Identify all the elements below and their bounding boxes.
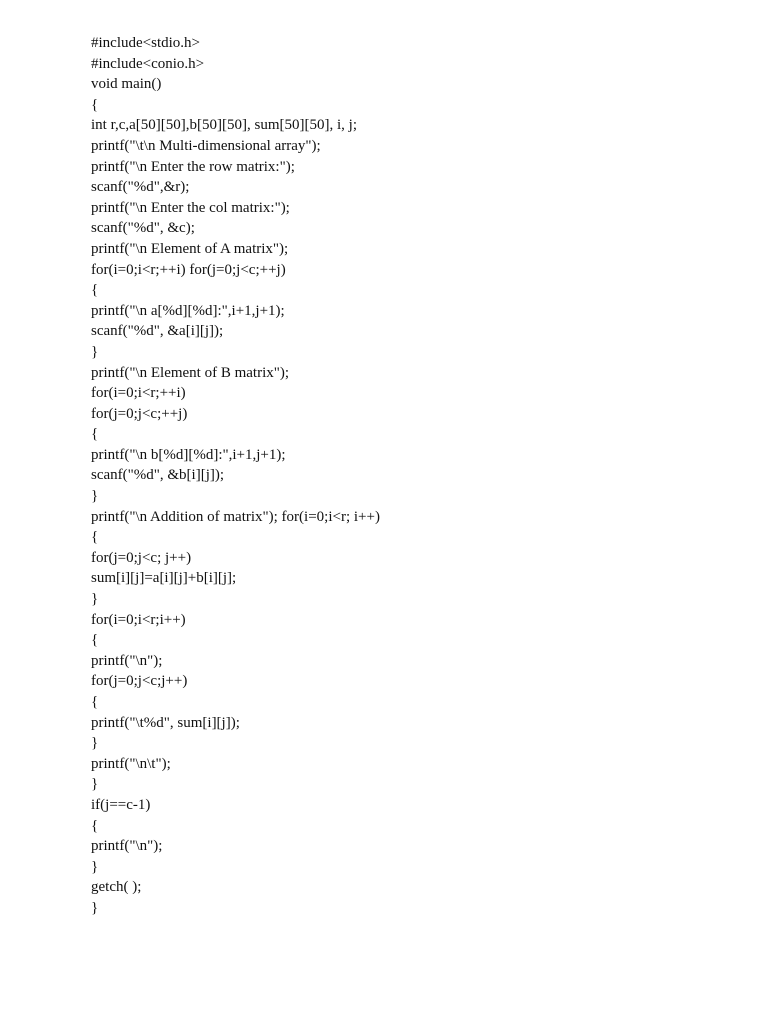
code-line: printf("\n"); [91,652,163,669]
code-line: scanf("%d", &c); [91,220,195,237]
code-line: for(i=0;i<r;++i) [91,385,186,402]
code-listing [91,33,380,919]
code-line: int r,c,a[50][50],b[50][50], sum[50][50], i, j; [91,117,357,134]
code-line: scanf("%d", &b[i][j]); [91,467,225,484]
code-line: printf("\n Element of A matrix"); [91,240,289,257]
code-line: for(j=0;j<c; j++) [91,549,192,566]
code-line: printf("\t\n Multi-dimensional array"); [91,137,321,154]
code-line: getch( ); [91,879,142,896]
code-line: { [91,694,99,710]
code-line: } [91,343,99,360]
code-line: for(j=0;j<c;j++) [91,673,188,690]
code-line: } [91,899,99,916]
code-line: } [91,488,99,505]
code-line: { [91,529,99,546]
code-line: printf("\t%d", sum[i][j]); [91,714,240,731]
code-line: { [91,632,99,649]
code-line: } [91,858,99,875]
code-line: { [91,282,99,299]
code-line: } [91,735,99,752]
code-line: } [91,591,99,608]
code-line: printf("\n Enter the col matrix:"); [91,199,290,216]
code-line: sum[i][j]=a[i][j]+b[i][j]; [91,570,237,587]
code-line: #include<stdio.h> [91,35,200,51]
code-line: for(i=0;i<r;++i) for(j=0;j<c;++j) [91,261,286,278]
code-line: { [91,817,99,834]
code-line: printf("\n Element of B matrix"); [91,364,290,381]
code-line: #include<conio.h> [91,55,205,72]
code-line: for(j=0;j<c;++j) [91,405,188,422]
code-line: { [91,426,99,443]
code-line: printf("\n"); [91,838,163,855]
code-line: printf("\n b[%d][%d]:",i+1,j+1); [91,446,286,463]
code-line: for(i=0;i<r;i++) [91,611,186,628]
code-line: { [91,96,99,113]
code-line: } [91,776,99,793]
code-line: if(j==c-1) [91,796,151,813]
code-line: scanf("%d", &a[i][j]); [91,323,224,340]
code-line: printf("\n Enter the row matrix:"); [91,158,295,175]
code-line: printf("\n\t"); [91,755,171,772]
code-line: void main() [91,76,162,93]
code-line: printf("\n a[%d][%d]:",i+1,j+1); [91,302,285,319]
code-line: printf("\n Addition of matrix"); for(i=0;i<r; i++) [91,508,380,525]
code-line: scanf("%d",&r); [91,179,190,196]
